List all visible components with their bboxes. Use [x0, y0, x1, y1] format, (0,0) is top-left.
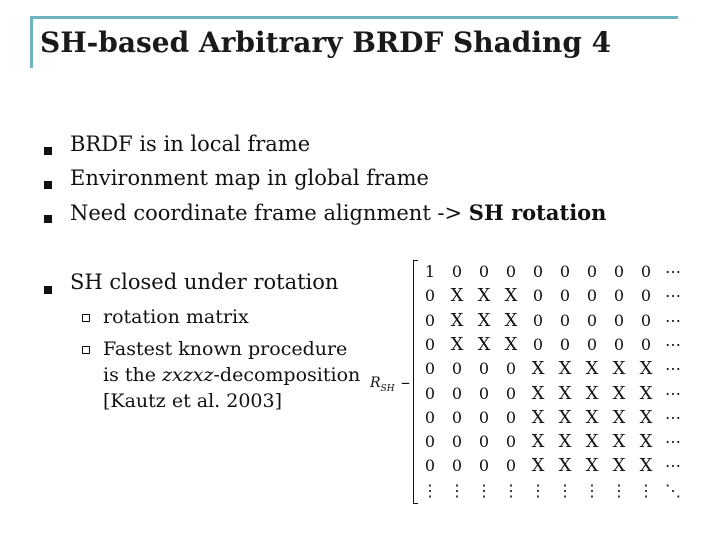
matrix-cell: ⋯	[665, 334, 681, 354]
matrix-cell: 0	[451, 359, 463, 379]
matrix-cell: 0	[451, 407, 463, 427]
matrix-cell: X	[531, 406, 545, 428]
matrix-cell: 0	[532, 262, 544, 281]
matrix-cell: 0	[532, 310, 544, 330]
subbullet-2	[103, 336, 365, 414]
matrix-cell: 0	[640, 310, 652, 330]
matrix-cell: 0	[424, 383, 436, 403]
bullet-3-bold: SH rotation	[468, 200, 607, 225]
matrix-cell: X	[477, 285, 491, 307]
matrix-cell: 0	[505, 262, 517, 281]
matrix-label	[370, 375, 395, 394]
matrix-cell: 0	[559, 262, 571, 281]
matrix-cell: X	[558, 406, 572, 428]
matrix-cell: X	[612, 406, 626, 428]
matrix-cell: ⋮	[638, 480, 654, 500]
matrix-cell: 0	[532, 286, 544, 306]
matrix-cell: 0	[559, 334, 571, 354]
matrix-label-subscript: SH	[380, 383, 395, 394]
matrix-cell: ⋯	[665, 432, 681, 452]
matrix-cell: X	[639, 406, 653, 428]
matrix-cell: 0	[505, 407, 517, 427]
matrix-cell: X	[612, 431, 626, 453]
matrix-cell: X	[558, 358, 572, 380]
matrix-cell: ⋯	[665, 407, 681, 427]
matrix-cell: 0	[505, 432, 517, 452]
matrix-cell: ⋯	[665, 286, 681, 306]
matrix-cell: 0	[559, 286, 571, 306]
matrix-cell: 0	[424, 407, 436, 427]
subbullet-2-em: zxzxz	[162, 364, 214, 386]
matrix-cell: 0	[478, 407, 490, 427]
matrix-cell: X	[639, 358, 653, 380]
subbullet-1: rotation matrix	[103, 306, 249, 328]
matrix-cell: 0	[478, 456, 490, 476]
matrix-cell: 0	[613, 286, 625, 306]
matrix-cell: 0	[424, 310, 436, 330]
matrix-cell: ⋮	[611, 480, 627, 500]
matrix-cell: 0	[586, 310, 598, 330]
bullet-1: BRDF is in local frame	[70, 132, 311, 156]
matrix-cell: 0	[424, 334, 436, 354]
matrix-cell: ⋯	[665, 359, 681, 379]
matrix-cell: 0	[640, 286, 652, 306]
matrix-cell: ⋮	[584, 480, 600, 500]
matrix-label-dash: –	[401, 372, 410, 393]
matrix-label-r: R	[370, 375, 381, 391]
matrix-cell: X	[450, 333, 464, 355]
subbullet-2-pre: Fastest known procedure is the	[103, 338, 348, 386]
matrix-cell: X	[531, 431, 545, 453]
bullet-marker	[44, 215, 52, 223]
matrix-cell: 1	[424, 262, 436, 281]
matrix-cell: X	[585, 382, 599, 404]
matrix-cell: X	[531, 455, 545, 477]
matrix-cell: X	[531, 358, 545, 380]
matrix-cell: 0	[532, 334, 544, 354]
sh-rotation-matrix	[418, 260, 683, 504]
matrix-cell: ⋮	[476, 480, 492, 500]
matrix-cell: X	[585, 406, 599, 428]
matrix-cell: 0	[559, 310, 571, 330]
bullet-2: Environment map in global frame	[70, 166, 429, 190]
matrix-cell: 0	[478, 432, 490, 452]
matrix-cell: X	[531, 382, 545, 404]
matrix-cell: X	[504, 285, 518, 307]
bullet-4: SH closed under rotation	[70, 270, 339, 294]
matrix-cell: 0	[586, 286, 598, 306]
matrix-cell: X	[639, 431, 653, 453]
subbullet-marker	[82, 346, 90, 354]
bullet-3	[70, 200, 606, 225]
matrix-cell: 0	[478, 359, 490, 379]
title-accent-bar-top	[30, 16, 678, 19]
subbullet-marker	[82, 314, 90, 322]
matrix-cell: 0	[424, 359, 436, 379]
matrix-cell: 0	[613, 262, 625, 281]
matrix-cell: ⋮	[449, 480, 465, 500]
matrix-cell: 0	[451, 456, 463, 476]
matrix-cell: X	[612, 455, 626, 477]
matrix-cell: 0	[586, 262, 598, 281]
matrix-cell: 0	[451, 432, 463, 452]
matrix-cell: X	[450, 285, 464, 307]
matrix-cell: ⋮	[530, 480, 546, 500]
title-accent-bar-left	[30, 16, 33, 68]
subbullet-2-post: -decomposition [Kautz et al. 2003]	[103, 364, 361, 412]
matrix-cell: 0	[424, 432, 436, 452]
matrix-cell: X	[585, 358, 599, 380]
matrix-cell: 0	[424, 456, 436, 476]
matrix-cell: 0	[424, 286, 436, 306]
matrix-cell: ⋯	[665, 262, 681, 281]
matrix-cell: X	[585, 431, 599, 453]
matrix-cell: X	[612, 382, 626, 404]
matrix-cell: ⋯	[665, 383, 681, 403]
matrix-cell: X	[639, 455, 653, 477]
matrix-cell: X	[558, 382, 572, 404]
matrix-cell: ⋮	[503, 480, 519, 500]
matrix-cell: 0	[451, 262, 463, 281]
matrix-cell: X	[450, 309, 464, 331]
matrix-cell: X	[558, 455, 572, 477]
matrix-cell: 0	[586, 334, 598, 354]
matrix-cell: 0	[613, 310, 625, 330]
matrix-cell: 0	[613, 334, 625, 354]
matrix-cell: 0	[505, 456, 517, 476]
matrix-cell: 0	[640, 262, 652, 281]
matrix-cell: X	[504, 333, 518, 355]
matrix-cell: 0	[478, 262, 490, 281]
matrix-cell: 0	[505, 383, 517, 403]
matrix-cell: X	[477, 309, 491, 331]
matrix-cell: ⋯	[665, 310, 681, 330]
matrix-cell: X	[558, 431, 572, 453]
matrix-cell: ⋯	[665, 456, 681, 476]
bullet-marker	[44, 181, 52, 189]
matrix-cell: ⋮	[422, 480, 438, 500]
matrix-cell: 0	[640, 334, 652, 354]
bullet-marker	[44, 286, 52, 294]
matrix-cell: ⋮	[557, 480, 573, 500]
matrix-cell: X	[639, 382, 653, 404]
matrix-cell: X	[612, 358, 626, 380]
matrix-cell: X	[504, 309, 518, 331]
bullet-marker	[44, 147, 52, 155]
matrix-cell: ⋱	[665, 480, 681, 500]
slide-title: SH-based Arbitrary BRDF Shading 4	[40, 26, 612, 59]
bullet-3-text: Need coordinate frame alignment ->	[70, 201, 469, 225]
matrix-cell: 0	[505, 359, 517, 379]
matrix-cell: X	[477, 333, 491, 355]
matrix-cell: X	[585, 455, 599, 477]
matrix-cell: 0	[451, 383, 463, 403]
matrix-cell: 0	[478, 383, 490, 403]
